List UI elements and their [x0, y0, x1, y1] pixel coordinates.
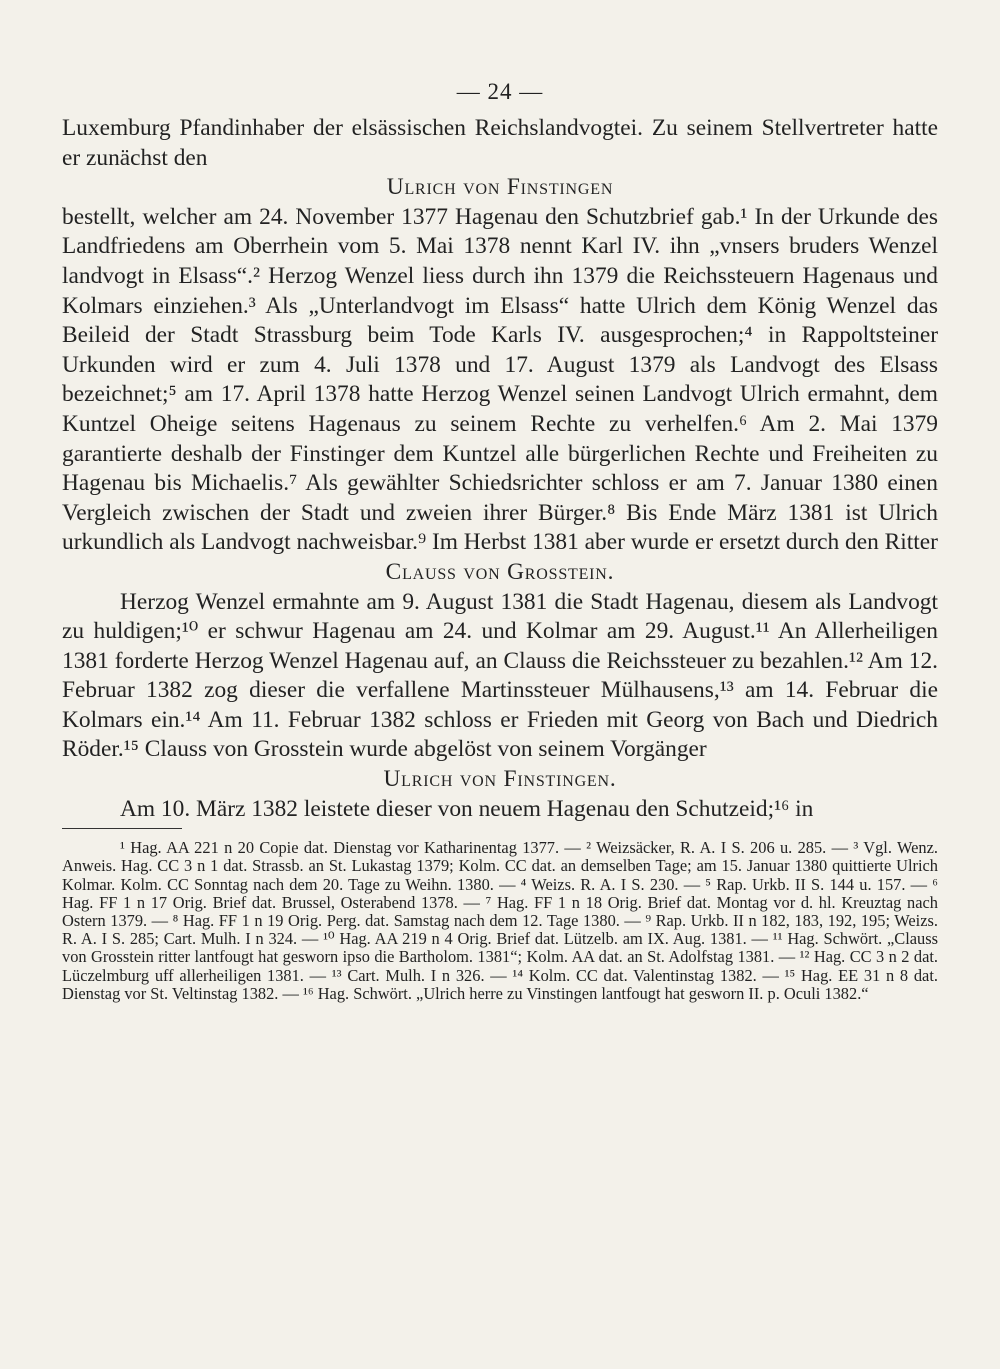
footnotes: ¹ Hag. AA 221 n 20 Copie dat. Dienstag vor Katharinentag 1377. — ² Weizsäcker, R. A. I S. 206 u. 285. — ³ Vgl. Wenz. Anweis. Hag. CC 3 n 1 dat. Strassb. an St. Lukastag 1379; Kolm. CC dat. an demselben Tage; am 15. Januar 1380 quittierte Ulrich Kolmar. Kolm. CC Sonntag nach dem 20. Tage zu Weihn. 1380. — ⁴ Weizs. R. A. I S. 230. — ⁵ Rap. Urkb. II S. 144 u. 157. — ⁶ Hag. FF 1 n 17 Orig. Brief dat. Brussel, Osterabend 1378. — ⁷ Hag. FF 1 n 18 Orig. Brief dat. Montag vor d. hl. Kreuztag nach Ostern 1379. — ⁸ Hag. FF 1 n 19 Orig. Perg. dat. Samstag nach dem 12. Tage 1380. — ⁹ Rap. Urkb. II n 182, 183, 192, 195; Weizs. R. A. I S. 285; Cart. Mulh. I n 324. — ¹⁰ Hag. AA 219 n 4 Orig. Brief dat. Lützelb. am IX. Aug. 1381. — ¹¹ Hag. Schwört. „Clauss von Grosstein ritter lantfougt hat gesworn ipso die Bartholom. 1381“; Kolm. AA dat. an St. Adolfstag 1381. — ¹² Hag. CC 3 n 2 dat. Lüczelmburg uff allerheiligen 1381. — ¹³ Cart. Mulh. I n 326. — ¹⁴ Kolm. CC dat. Valentinstag 1382. — ¹⁵ Hag. EE 31 n 8 dat. Dienstag vor St. Veltinstag 1382. — ¹⁶ Hag. Schwört. „Ulrich herre zu Vinstingen lantfougt hat gesworn II. p. Oculi 1382.“	[62, 838, 938, 1003]
paragraph-1: Luxemburg Pfandinhaber der elsässischen Reichslandvogtei. Zu seinem Stellvertreter hatte er zunächst den	[62, 115, 938, 171]
heading-clauss-von-grosstein: Clauss von Grosstein.	[385, 558, 615, 585]
paragraph-3: Herzog Wenzel ermahnte am 9. August 1381 die Stadt Hagenau, diesem als Landvogt zu huldigen;¹⁰ er schwur Hagenau am 24. und Kolmar am 29. August.¹¹ An Allerheiligen 1381 forderte Herzog Wenzel Hagenau auf, an Clauss die Reichssteuer zu bezahlen.¹² Am 12. Februar 1382 zog dieser die verfallene Martinssteuer Mülhausens,¹³ am 14. Februar die Kolmars ein.¹⁴ Am 11. Februar 1382 schloss er Frieden mit Georg von Bach und Diedrich Röder.¹⁵ Clauss von Grosstein wurde abgelöst von seinem Vorgänger	[62, 588, 938, 763]
heading-ulrich-von-finstingen: Ulrich von Finstingen	[386, 174, 614, 201]
page-number: — 24 —	[456, 79, 544, 104]
paragraph-2: bestellt, welcher am 24. November 1377 Hagenau den Schutzbrief gab.¹ In der Urkunde des Landfriedens am Oberrhein vom 5. Mai 1378 nennt Karl IV. ihn „vnsers bruders Wenzel landvogt in Elsass“.² Herzog Wenzel liess durch ihn 1379 die Reichssteuern Hagenaus und Kolmars einziehen.³ Als „Unterlandvogt im Elsass“ hatte Ulrich dem König Wenzel das Beileid der Stadt Strassburg beim Tode Karls IV. ausgesprochen;⁴ in Rappoltsteiner Urkunden wird er zum 4. Juli 1378 und 17. August 1379 als Landvogt des Elsass bezeichnet;⁵ am 17. April 1378 hatte Herzog Wenzel seinen Landvogt Ulrich ermahnt, dem Kuntzel Oheige seitens Hagenaus zu seinem Rechte zu verhelfen.⁶ Am 2. Mai 1379 garantierte deshalb der Finstinger dem Kuntzel alle bürgerlichen Rechte und Freiheiten zu Hagenau bis Michaelis.⁷ Als gewählter Schiedsrichter schloss er am 7. Januar 1380 einen Vergleich zwischen der Stadt und zweien ihrer Bürger.⁸ Bis Ende März 1381 ist Ulrich urkundlich als Landvogt nachweisbar.⁹ Im Herbst 1381 aber wurde er ersetzt durch den Ritter	[62, 203, 938, 556]
heading-ulrich-von-finstingen-2: Ulrich von Finstingen.	[383, 766, 617, 793]
footnote-divider	[62, 828, 182, 829]
body-text	[62, 114, 938, 824]
document-page	[62, 78, 938, 1003]
paragraph-4: Am 10. März 1382 leistete dieser von neuem Hagenau den Schutzeid;¹⁶ in	[120, 795, 814, 822]
